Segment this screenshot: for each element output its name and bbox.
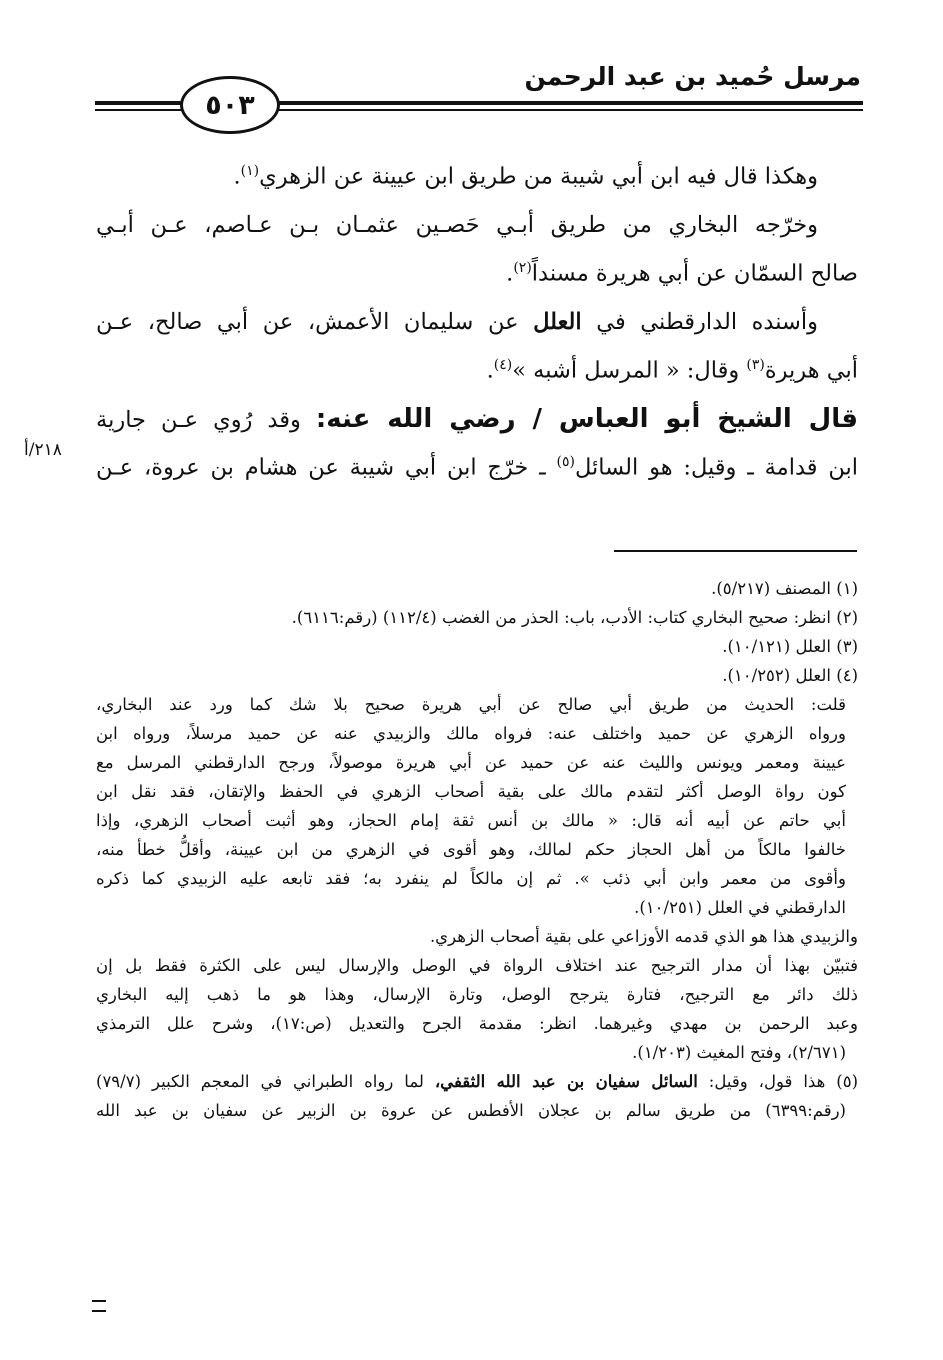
margin-note: ٢١٨/أ bbox=[24, 440, 62, 460]
footnote-4-comment-line-6: خالفوا مالكاً من أهل الحجاز حكم لمالك، وهو أقوى في الزهري من ابن عيينة، وأقلُّ خطأ منه، bbox=[96, 840, 846, 859]
body-line-2: وخرّجه البخاري من طريق أبـي حَصـين عثمـان بـن عـاصم، عـن أبـي bbox=[96, 212, 818, 238]
body-line-5: أبي هريرة$^{(٣)}$ وقال: « المرسل أشبه »$^{(٤)}$. bbox=[486, 357, 858, 384]
footnote-separator bbox=[614, 550, 857, 552]
footnote-4-comment-line-10: فتبيّن بهذا أن مدار الترجيح عند اختلاف الرواة في الوصل والإرسال ليس على الكثرة فقط بل إن bbox=[96, 956, 858, 975]
footnote-2: (٢) انظر: صحيح البخاري كتاب: الأدب، باب: الحذر من الغضب (١١٢/٤) (رقم:٦١١٦). bbox=[291, 608, 858, 627]
footnote-ref-5: (٥) bbox=[556, 454, 575, 470]
footnote-4: (٤) العلل (١٠/٢٥٢). bbox=[722, 666, 858, 685]
main-text bbox=[96, 150, 858, 484]
footnote-4-comment-line-3: عيينة ومعمر ويونس والليث عنه عن حميد عن أبي هريرة موصولاً، ورجح الدارقطني المرسل مع bbox=[96, 753, 846, 772]
footnote-ref-2: (٢) bbox=[513, 260, 532, 276]
body-line-1: وهكذا قال فيه ابن أبي شيبة من طريق ابن عيينة عن الزهري$^{(١)}$. bbox=[233, 163, 818, 190]
footnote-4-comment-line-11: ذلك دائر مع الترجيح، فتارة يترجح الوصل، وتارة الإرسال، وهذا هو ما ذهب إليه البخاري bbox=[96, 985, 858, 1004]
footnote-ref-4: (٤) bbox=[493, 357, 513, 373]
footnote-4-comment-line-7: وأقوى من معمر وابن أبي ذئب ». ثم إن مالكاً لم ينفرد به؛ فقد تابعه عليه الزبيدي كما ذكره bbox=[96, 869, 846, 888]
footnote-ref-1: (١) bbox=[240, 163, 260, 179]
page-number: ٥٠٣ bbox=[180, 76, 280, 134]
footnotes bbox=[96, 574, 858, 1125]
footnote-5-narrator: السائل سفيان بن عبد الله الثقفي، bbox=[434, 1072, 698, 1091]
body-line-6: قال الشيخ أبو العباس / رضي الله عنه: وقد رُوي عـن جارية bbox=[96, 404, 858, 434]
body-line-7: ابن قدامة ـ وقيل: هو السائل$^{(٥)}$ ـ خرّج ابن أبي شيبة عن هشام بن عروة، عـن bbox=[96, 454, 858, 481]
body-line-3: صالح السمّان عن أبي هريرة مسنداً$^{(٢)}$. bbox=[506, 260, 858, 287]
footnote-5-line-1: (٥) هذا قول، وقيل: السائل سفيان بن عبد الله الثقفي، لما رواه الطبراني في المعجم الكبير (٧٩/٧) bbox=[96, 1072, 858, 1091]
footnote-ref-3: (٣) bbox=[746, 357, 765, 373]
footnote-4-comment-line-1: قلت: الحديث من طريق أبي صالح عن أبي هريرة صحيح بلا شك كما ورد عند البخاري، bbox=[96, 695, 846, 714]
body-line-4: وأسنده الدارقطني في العلل عن سليمان الأعمش، عن أبي صالح، عـن bbox=[96, 309, 819, 335]
footnote-1: (١) المصنف (٥/٢١٧). bbox=[711, 579, 858, 598]
section-heading: قال الشيخ أبو العباس / رضي الله عنه: bbox=[315, 404, 858, 434]
book-title-ilal: العلل bbox=[533, 309, 582, 335]
footnote-4-comment-line-2: ورواه الزهري عن حميد واختلف عنه: فرواه مالك والزبيدي عنه عن حميد مرسلاً، ورواه ابن bbox=[96, 724, 846, 743]
footnote-3: (٣) العلل (١٠/١٢١). bbox=[722, 637, 858, 656]
footnote-4-comment-line-13: (٢/٦٧١)، وفتح المغيث (١/٢٠٣). bbox=[632, 1043, 846, 1062]
footnote-4-comment-line-5: أبي حاتم عن أبيه أنه قال: « مالك بن أنس ثقة إمام الحجاز، وهو أثبت أصحاب الزهري، وإذا bbox=[96, 811, 846, 830]
footnote-4-comment-line-8: الدارقطني في العلل (١٠/٢٥١). bbox=[634, 898, 846, 917]
footnote-4-comment-line-12: وعبد الرحمن بن مهدي وغيرهما. انظر: مقدمة الجرح والتعديل (ص:١٧)، وشرح علل الترمذي bbox=[96, 1014, 858, 1033]
footnote-4-comment-line-4: كون رواة الوصل أكثر لتقدم مالك على بقية أصحاب الزهري في الحفظ والإتقان، فقد نقل ابن bbox=[96, 782, 846, 801]
continuation-mark bbox=[92, 1300, 106, 1312]
running-title: مرسل حُميد بن عبد الرحمن bbox=[524, 62, 861, 91]
footnote-4-comment-line-9: والزبيدي هذا هو الذي قدمه الأوزاعي على بقية أصحاب الزهري. bbox=[429, 927, 858, 946]
footnote-5-line-2: (رقم:٦٣٩٩) من طريق سالم بن عجلان الأفطس عن عروة بن الزبير عن سفيان بن عبد الله bbox=[96, 1101, 846, 1120]
